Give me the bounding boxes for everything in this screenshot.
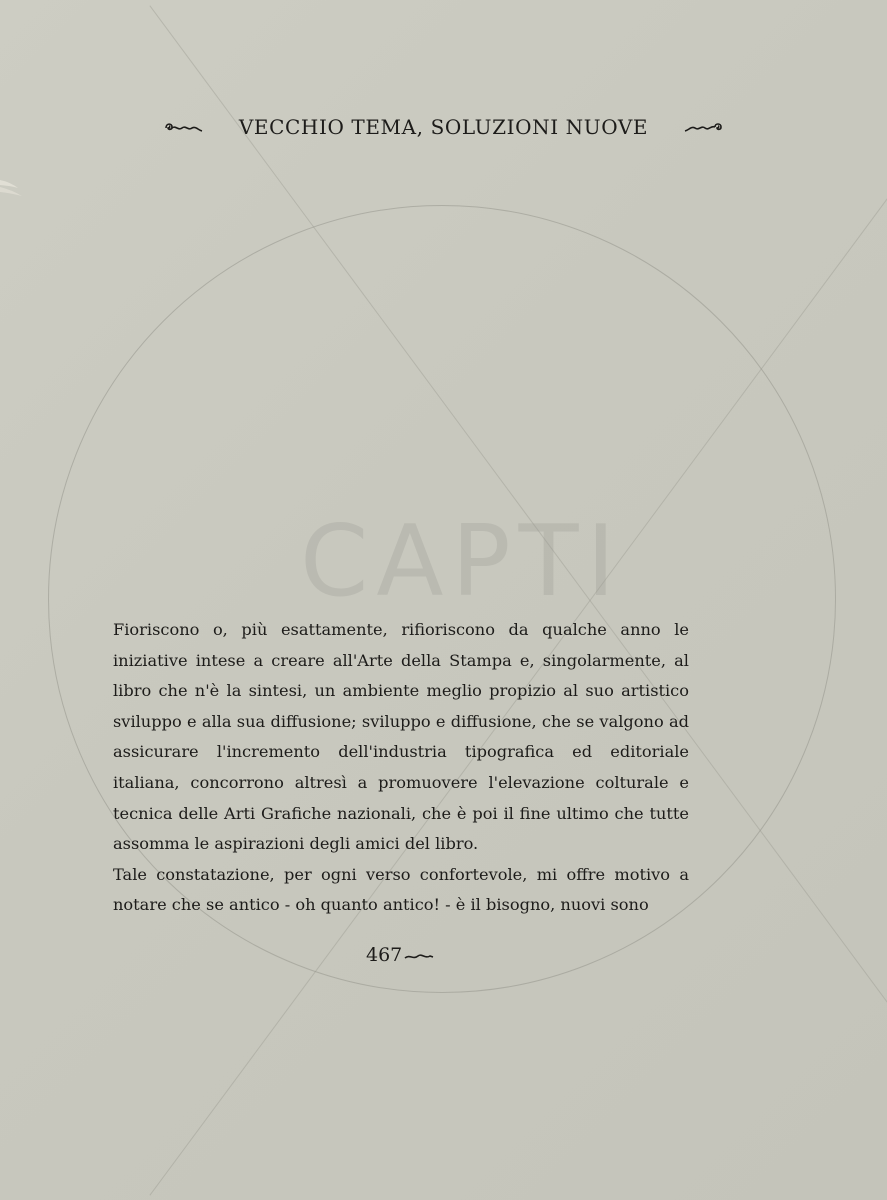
right-ornament-icon [681,119,725,135]
running-header [0,115,887,151]
left-ornament-icon [162,119,206,135]
body-text [113,615,689,921]
page-title: VECCHIO TEMA, SOLUZIONI NUOVE [238,115,649,139]
paragraph: Tale constatazione, per ogni verso confortevole, mi offre motivo a notare che se antico - oh quanto antico! - è il bisogno, nuovi sono [113,864,689,915]
paragraph: Fioriscono o, più esattamente, rifioriscono da qualche anno le iniziative intese a creare all'Arte della Stampa e, singolarmente, al libro che n'è la sintesi, un ambiente meglio propizio al suo artistico sviluppo e alla sua diffusione; sviluppo e diffusione, che se valgono ad assicurare l'incremento dell'industria tipografica ed editoriale italiana, concorrono altresì a promuovere l'elevazione colturale e tecnica delle Arti Grafiche nazionali, che è poi il fine ultimo che tutte assomma le aspirazioni degli amici del libro. [113,620,689,854]
paper-tab-mark [0,176,24,198]
folio-flourish-icon [404,950,434,962]
page-number-text: 467 [366,944,403,966]
watermark-logo: CAPTI [300,505,624,619]
page-number [366,944,434,966]
